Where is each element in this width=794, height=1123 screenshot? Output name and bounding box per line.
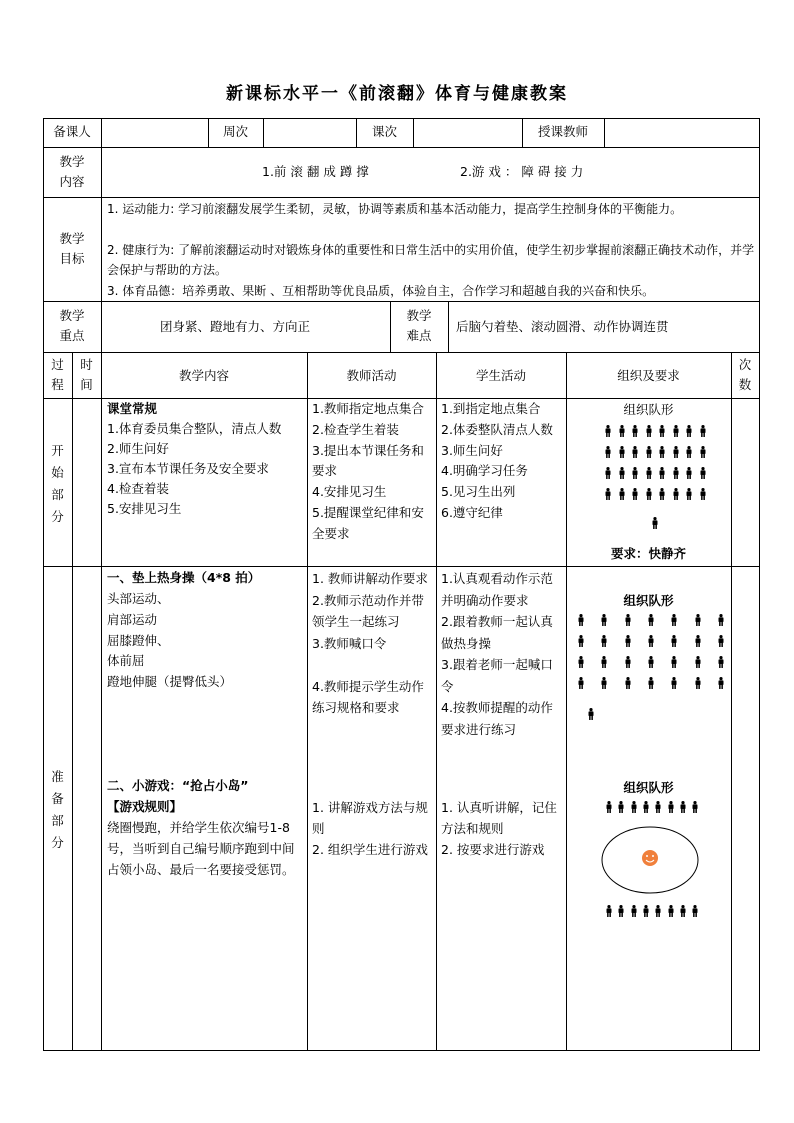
person-icon	[691, 801, 699, 813]
person-icon	[672, 425, 680, 437]
col-time: 时 间	[80, 357, 93, 392]
island-circle	[600, 825, 700, 895]
person-icon	[645, 446, 653, 458]
person-icon	[600, 635, 608, 647]
person-icon	[631, 446, 639, 458]
person-icon	[577, 656, 585, 668]
person-icon	[667, 905, 675, 917]
person-icon	[624, 635, 632, 647]
person-icon	[679, 905, 687, 917]
person-icon	[631, 467, 639, 479]
person-icon	[642, 905, 650, 917]
person-icon	[604, 425, 612, 437]
person-icon	[717, 614, 725, 626]
page-title: 新课标水平一《前滚翻》体育与健康教案	[226, 84, 568, 104]
person-icon	[658, 488, 666, 500]
person-icon	[670, 614, 678, 626]
person-icon	[679, 801, 687, 813]
person-icon	[605, 801, 613, 813]
person-icon	[685, 446, 693, 458]
prep-section-label: 准 备 部 分	[51, 769, 64, 850]
person-icon	[604, 488, 612, 500]
start-org-title: 组织队形	[623, 402, 674, 417]
person-icon	[672, 488, 680, 500]
game-teacher-activity: 1. 讲解游戏方法与规则 2. 组织学生进行游戏	[312, 800, 428, 857]
person-icon	[617, 905, 625, 917]
list-item: 5.安排见习生	[107, 501, 182, 516]
person-icon	[694, 656, 702, 668]
list-item: 1.体育委员集合整队，清点人数	[107, 421, 282, 436]
start-content-title: 课堂常规	[107, 401, 158, 416]
difficulty-label: 教学 难点	[406, 308, 432, 343]
person-icon	[618, 488, 626, 500]
list-item: 2.师生问好	[107, 441, 169, 456]
person-icon	[654, 905, 662, 917]
person-icon	[600, 614, 608, 626]
goal-1: 1. 运动能力: 学习前滚翻发展学生柔韧，灵敏，协调等素质和基本活动能力，提高学生控制身体的平衡能力。	[107, 202, 683, 216]
person-icon	[645, 488, 653, 500]
start-org-requirement: 要求：快静齐	[610, 546, 686, 561]
warmup-teacher-activity: 1. 教师讲解动作要求 2.教师示范动作并带领学生一起练习 3.教师喊口令 4.教师提示学生动作练习规格和要求	[312, 571, 428, 715]
person-icon	[717, 677, 725, 689]
person-icon	[685, 425, 693, 437]
person-icon	[577, 635, 585, 647]
person-icon	[699, 467, 707, 479]
instructor-value	[605, 119, 758, 146]
goal-3: 3. 体育品德：培养勇敢、果断 、互相帮助等优良品质，体验自主，合作学习和超越自我的兴奋和快乐。	[107, 284, 655, 298]
person-icon	[717, 656, 725, 668]
goal-2: 2. 健康行为: 了解前滚翻运动时对锻炼身体的重要性和日常生活中的实用价值，使学生初步掌握前滚翻正确技术动作，并学会保护与帮助的方法。	[107, 243, 755, 277]
key-point: 团身紧、蹬地有力、方向正	[160, 319, 311, 334]
person-icon	[699, 425, 707, 437]
warmup-student-activity: 1.认真观看动作示范并明确动作要求 2.跟着教师一起认真做热身操 3.跟着老师一起喊口令 4.按教师提醒的动作要求进行练习	[441, 571, 553, 737]
content-item-1: 1.前 滚 翻 成 蹲 撑	[262, 164, 369, 179]
person-icon	[658, 467, 666, 479]
person-icon	[600, 656, 608, 668]
person-icon	[630, 905, 638, 917]
col-student: 学生活动	[475, 368, 526, 383]
person-icon	[654, 801, 662, 813]
teacher-value	[102, 119, 207, 146]
person-icon	[691, 905, 699, 917]
person-icon	[587, 704, 595, 724]
person-icon	[645, 425, 653, 437]
week-value	[264, 119, 355, 146]
start-teacher-activity: 1.教师指定地点集合 2.检查学生着装 3.提出本节课任务和要求 4.安排见习生 5.提醒课堂纪律和安全要求	[312, 401, 424, 541]
smiley-icon	[642, 850, 658, 866]
label-week: 周次	[222, 124, 248, 139]
col-org: 组织及要求	[617, 368, 680, 383]
content-label: 教学 内容	[59, 154, 85, 189]
person-icon	[694, 635, 702, 647]
person-icon	[604, 446, 612, 458]
person-icon	[647, 614, 655, 626]
start-student-activity: 1.到指定地点集合 2.体委整队清点人数 3.师生问好 4.明确学习任务 5.见习生出列 6.遵守纪律	[441, 401, 553, 520]
person-icon	[630, 801, 638, 813]
person-icon	[600, 677, 608, 689]
person-icon	[647, 635, 655, 647]
warmup-org-title: 组织队形	[623, 593, 674, 608]
person-icon	[658, 425, 666, 437]
person-icon	[670, 677, 678, 689]
person-icon	[645, 467, 653, 479]
person-icon	[631, 488, 639, 500]
person-icon	[670, 635, 678, 647]
person-icon	[617, 801, 625, 813]
game-rules: 绕圈慢跑，并给学生依次编号1-8号，当听到自己编号顺序跑到中间占领小岛、最后一名要接受惩罚。	[107, 820, 295, 877]
person-icon	[618, 425, 626, 437]
person-icon	[694, 614, 702, 626]
col-count: 次 数	[738, 357, 752, 392]
key-label: 教学 重点	[59, 308, 85, 343]
difficulty-point: 后脑勺着垫、滚动圆滑、动作协调连贯	[456, 319, 669, 334]
person-icon	[672, 467, 680, 479]
person-icon	[624, 614, 632, 626]
game-org-title: 组织队形	[623, 780, 674, 795]
start-section-label: 开 始 部 分	[51, 443, 64, 524]
person-icon	[624, 656, 632, 668]
person-icon	[717, 635, 725, 647]
content-item-2: 2.游 戏 ： 障 碍 接 力	[460, 164, 584, 179]
person-icon	[605, 905, 613, 917]
game-title: 二、小游戏：“抢占小岛”	[107, 778, 249, 793]
person-icon	[577, 677, 585, 689]
person-icon	[618, 446, 626, 458]
person-icon	[647, 656, 655, 668]
warmup-items: 头部运动、 肩部运动 屈膝蹬伸、 体前屈 蹬地伸腿（提臀低头）	[107, 591, 233, 690]
person-icon	[577, 614, 585, 626]
person-icon	[651, 512, 659, 534]
person-icon	[631, 425, 639, 437]
list-item: 3.宣布本节课任务及安全要求	[107, 461, 269, 476]
col-content: 教学内容	[178, 368, 229, 383]
person-icon	[694, 677, 702, 689]
person-icon	[647, 677, 655, 689]
list-item: 4.检查着装	[107, 481, 169, 496]
person-icon	[672, 446, 680, 458]
lesson-value	[414, 119, 521, 146]
game-student-activity: 1. 认真听讲解，记住方法和规则 2. 按要求进行游戏	[441, 800, 557, 857]
person-icon	[642, 801, 650, 813]
col-teacher: 教师活动	[346, 368, 397, 383]
label-instructor: 授课教师	[537, 124, 588, 139]
warmup-title: 一、垫上热身操（4*8 拍）	[107, 570, 261, 585]
label-lesson: 课次	[371, 124, 397, 139]
label-teacher: 备课人	[53, 124, 91, 139]
person-icon	[699, 446, 707, 458]
col-process: 过 程	[51, 357, 64, 392]
person-icon	[670, 656, 678, 668]
person-icon	[604, 467, 612, 479]
start-content-list	[107, 419, 305, 519]
person-icon	[618, 467, 626, 479]
person-icon	[685, 467, 693, 479]
person-icon	[685, 488, 693, 500]
game-rules-title: 【游戏规则】	[107, 799, 183, 814]
person-icon	[667, 801, 675, 813]
goals-label: 教学 目标	[59, 231, 85, 266]
person-icon	[624, 677, 632, 689]
person-icon	[658, 446, 666, 458]
person-icon	[699, 488, 707, 500]
